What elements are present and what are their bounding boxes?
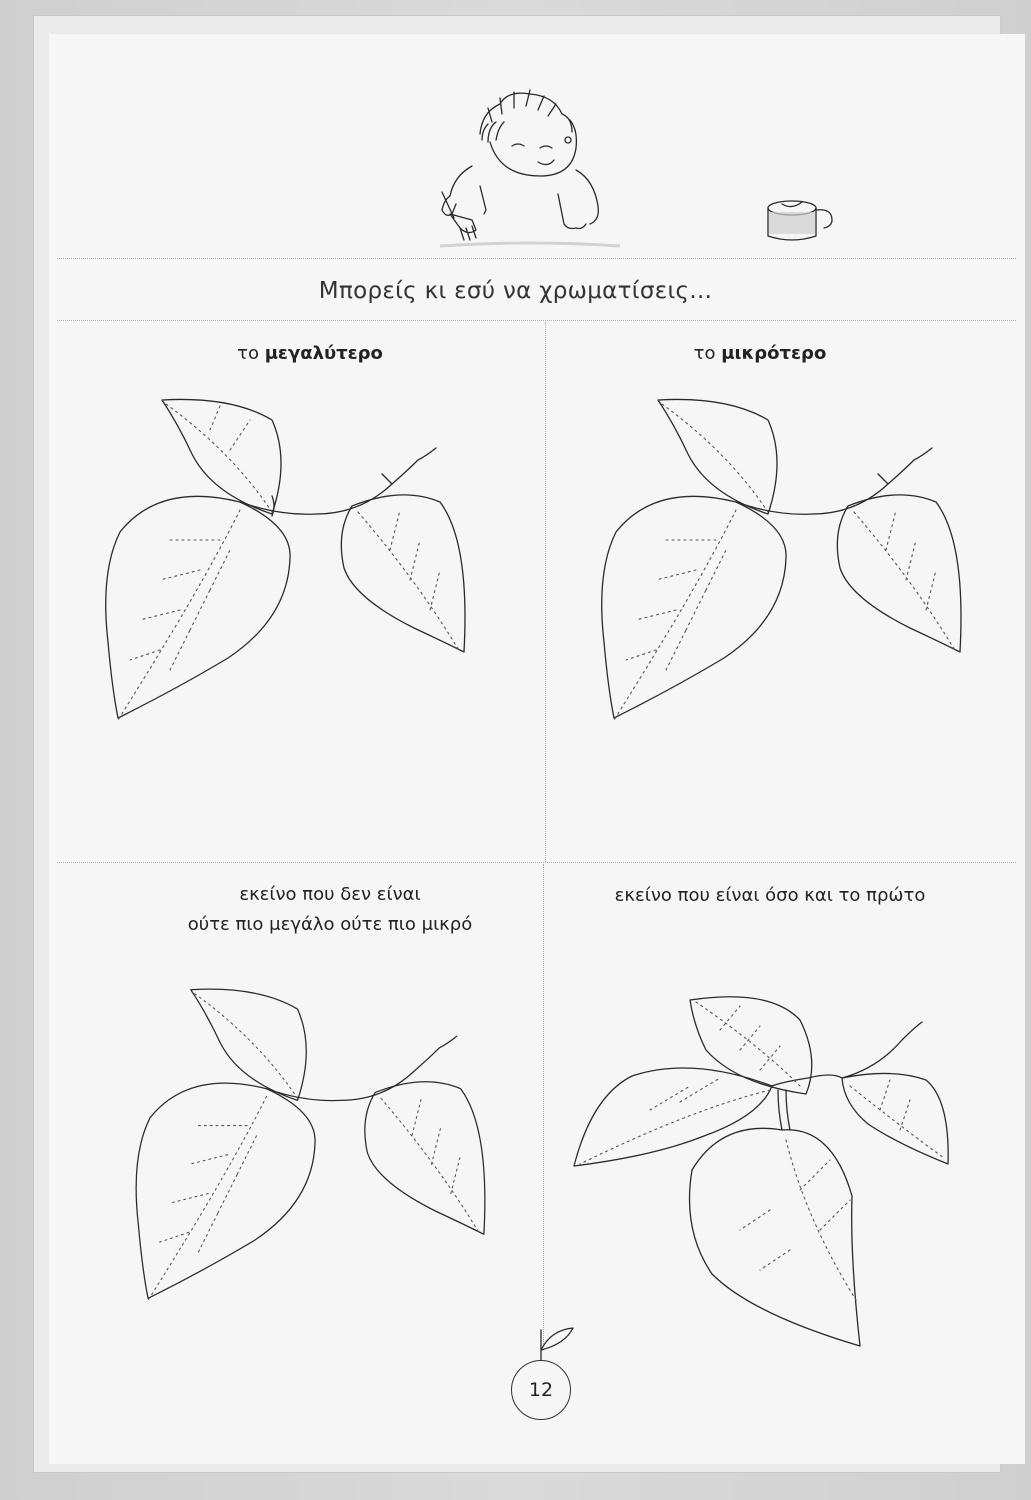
divider-top	[57, 258, 1016, 259]
divider-middle	[57, 862, 1016, 863]
divider-heading	[57, 320, 1016, 321]
panel-label-line: εκείνο που είναι όσο και το πρώτο	[614, 885, 926, 906]
panel-label-prefix: το	[237, 343, 265, 364]
leaf-branch-drawing-top-right	[596, 390, 976, 730]
page-number: 12	[511, 1360, 571, 1420]
leaf-branch-drawing-bottom-right	[570, 990, 960, 1350]
panel-label-emphasis: μικρότερο	[721, 343, 827, 364]
panel-label-line: εκείνο που δεν είναι	[239, 884, 421, 905]
child-painting-illustration	[420, 82, 620, 252]
panel-label-medium	[150, 880, 510, 940]
panel-label-line: ούτε πιο μεγάλο ούτε πιο μικρό	[187, 914, 473, 935]
leaf-branch-drawing-top-left	[100, 390, 480, 730]
panel-label-emphasis: μεγαλύτερο	[264, 343, 383, 364]
leaf-branch-drawing-bottom-left	[130, 980, 500, 1310]
panel-label-same-as-first	[560, 885, 980, 906]
divider-vertical-bottom	[543, 864, 544, 1344]
sprout-icon	[525, 1318, 585, 1364]
panel-label-prefix: το	[693, 343, 722, 364]
paint-bucket-illustration	[760, 196, 840, 244]
panel-label-smallest	[600, 343, 920, 364]
panel-label-largest	[150, 343, 470, 364]
divider-vertical-top	[545, 322, 546, 862]
page-title: Μπορείς κι εσύ να χρωματίσεις...	[318, 278, 713, 304]
